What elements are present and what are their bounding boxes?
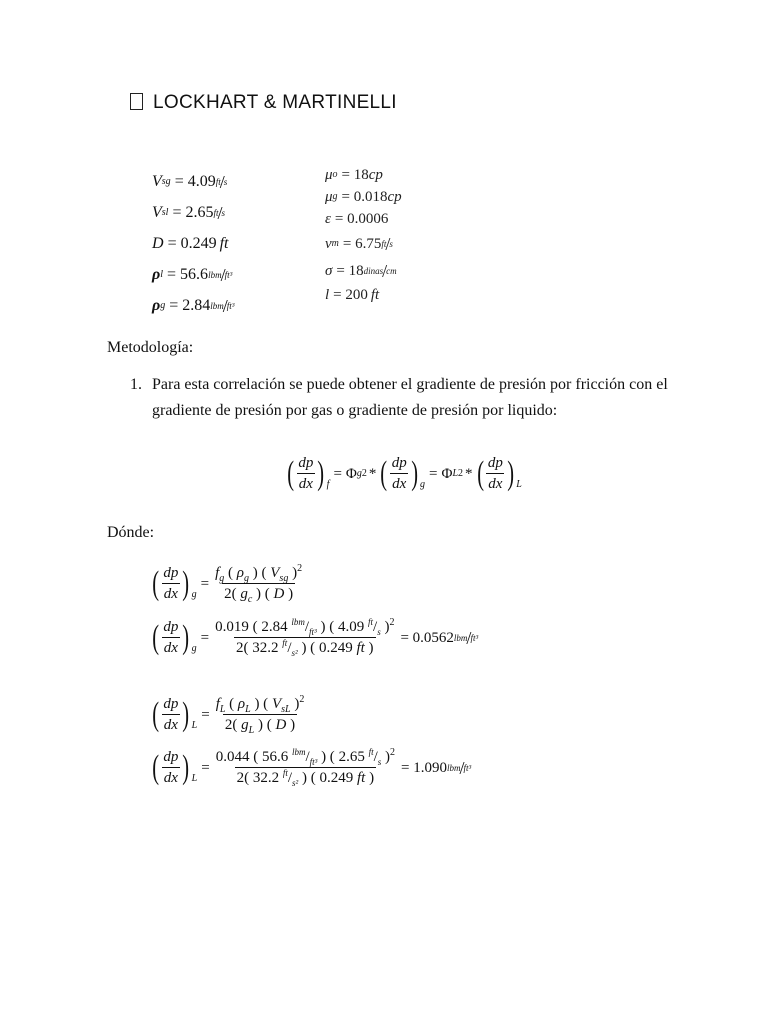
- given-mu-oil: μ o = 18 cp: [325, 166, 383, 183]
- donde-heading: Dónde:: [107, 524, 155, 541]
- given-data-right: [325, 164, 402, 306]
- given-data-left: [152, 166, 235, 321]
- given-rho-liquid: ρ l = 56.6 lbm / ft³: [152, 264, 233, 285]
- given-rho-gas: ρ g = 2.84 lbm / ft³: [152, 295, 235, 316]
- given-sigma: σ = 18 dinas / cm: [325, 261, 397, 281]
- metodologia-heading: Metodología:: [107, 339, 194, 356]
- given-diameter: D = 0.249 ft: [152, 234, 229, 252]
- given-vm: v m = 6.75 ft / s: [325, 234, 393, 254]
- given-roughness: ε = 0.0006: [325, 210, 389, 227]
- liquid-gradient-result: = 1.090: [401, 759, 447, 776]
- given-length: l = 200 ft: [325, 286, 380, 303]
- given-vsl: V sl = 2.65 ft / s: [152, 202, 226, 223]
- equation-liquid-general: ( $\frac{dp}{dx}$ ) L = $\frac{f_L ( \rho_L ) ( V_{sL} )^2}{2( g_L ) ( D )}$: [152, 694, 305, 736]
- list-number: 1.: [130, 376, 142, 393]
- given-mu-gas: μ g = 0.018 cp: [325, 188, 402, 205]
- given-vsg: V sg = 4.09 ft / s: [152, 171, 228, 192]
- equation-gas-general: ( $\frac{dp}{dx}$ ) g = $\frac{f_g ( \rho_g ) ( V_{sg} )^2}{2( g_c ) ( D )}$: [152, 563, 303, 605]
- equation-liquid-numeric: ( $\frac{dp}{dx}$ ) L = $\frac{0.044 ( 56.6 ^{lbm}/_{ft^3} ) ( 2.65 ^{ft}/_s )^2}{2( 32.2 ^{ft}/_{s^2} ) ( 0.249 ft )}$ = 1.090 lbm / ft³: [152, 747, 472, 788]
- equation-gas-numeric: ( $\frac{dp}{dx}$ ) g = $\frac{0.019 ( 2.84 ^{lbm}/_{ft^3} ) ( 4.09 ^{ft}/_s )^2}{2( 32.2 ^{ft}/_{s^2} ) ( 0.249 ft )}$ = 0.0562 lbm / ft³: [152, 617, 479, 658]
- checkbox-bullet-icon: [130, 93, 143, 110]
- title-text: LOCKHART & MARTINELLI: [153, 92, 397, 113]
- document-title: [130, 92, 397, 114]
- gas-gradient-result: = 0.0562: [400, 629, 454, 646]
- list-text: Para esta correlación se puede obtener el gradiente de presión por fricción con el gradiente de presión por gas o gradiente de presión por liquido:: [152, 376, 668, 419]
- equation-main: ( $\frac{dp}{dx}$ ) f = Φ g 2 * ( $\frac{dp}{dx}$ ) g = Φ L 2 * ( $\frac{dp}{dx}$ ) L: [287, 455, 522, 492]
